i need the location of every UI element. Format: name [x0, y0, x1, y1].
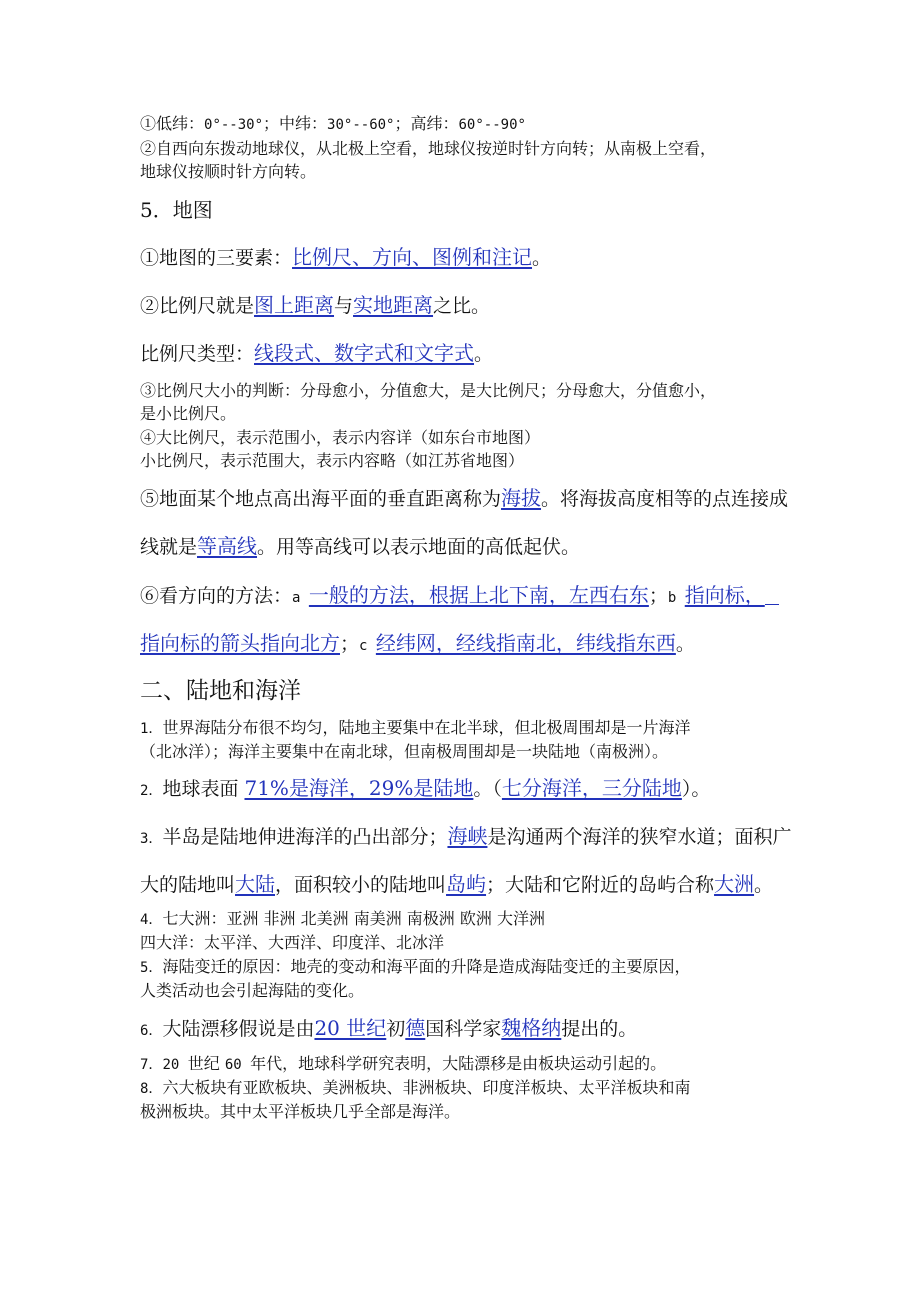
text: 60°--90°	[458, 117, 526, 133]
paragraph-line: （北冰洋）；海洋主要集中在南北球，但南极周围却是一块陆地（南极洲）。	[140, 742, 669, 761]
text: 。（	[473, 778, 502, 800]
paragraph-line: 人类活动也会引起海陆的变化。	[140, 981, 365, 1000]
text: 大的陆地叫	[140, 874, 236, 896]
highlight: 大洲	[714, 872, 755, 896]
text: ；大陆和它附近的岛屿合称	[486, 874, 715, 896]
text: 世界海陆分布很不均匀，陆地主要集中在北半球，但北极周围却是一片海洋	[162, 718, 691, 737]
text: ⑤地面某个地点高出海平面的垂直距离称为	[140, 488, 502, 510]
text: 国科学家	[425, 1018, 502, 1040]
text: 地球表面	[162, 778, 245, 800]
text: 提出的。	[561, 1018, 638, 1040]
text: ；中纬：	[263, 114, 328, 133]
text: ；	[340, 633, 360, 655]
altitude-line	[140, 485, 800, 512]
text: 比例尺类型：	[140, 343, 255, 365]
text: 7．	[140, 1057, 163, 1073]
text: ①低纬：	[140, 114, 205, 133]
text: c	[359, 638, 376, 654]
highlight: 德	[405, 1016, 426, 1040]
continent-line	[140, 871, 800, 898]
text: 与	[334, 295, 354, 317]
peninsula-line	[140, 823, 800, 852]
section-heading-land-sea: 二、陆地和海洋	[140, 678, 301, 704]
text: ，面积较小的陆地叫	[275, 874, 447, 896]
text: 0°--30°	[204, 117, 264, 133]
text: ；	[648, 585, 668, 607]
scale-definition-line	[140, 292, 800, 319]
earth-surface-line	[140, 775, 800, 804]
map-elements-line	[140, 244, 800, 271]
text: 20	[162, 1057, 188, 1073]
highlight: 岛屿	[446, 872, 487, 896]
text: 之比。	[433, 295, 491, 317]
text: 海陆变迁的原因：地壳的变动和海平面的升降是造成海陆变迁的主要原因，	[162, 957, 691, 976]
text: ⑥看方向的方法：	[140, 585, 293, 607]
text: 世纪	[187, 1054, 225, 1073]
text: 2．	[140, 783, 163, 799]
scale-types-line	[140, 340, 800, 367]
highlight: 一般的方法，根据上北下南，左西右东	[308, 583, 649, 607]
paragraph-line	[140, 1077, 800, 1100]
text: b	[667, 590, 685, 606]
text: 4．	[140, 912, 163, 928]
text: ②比例尺就是	[140, 295, 255, 317]
text: 大陆漂移假说是由	[162, 1018, 315, 1040]
highlight: 等高线	[197, 534, 258, 558]
text: 。将海拔高度相等的点连接成	[541, 488, 789, 510]
highlight: 指向标，	[684, 583, 765, 607]
highlight: 七分海洋，三分陆地	[501, 776, 682, 800]
paragraph-line: 地球仪按顺时针方向转。	[140, 162, 317, 181]
highlight: 线段式、数字式和文字式	[254, 341, 475, 365]
underline-continuation	[765, 586, 779, 605]
highlight: 魏格纳	[501, 1016, 562, 1040]
text: 30°--60°	[327, 117, 395, 133]
direction-method-line	[140, 630, 800, 659]
text: 。	[675, 633, 695, 655]
text: 。	[532, 247, 552, 269]
section-heading-maps: 5．地图	[140, 198, 213, 222]
text: 60	[224, 1057, 251, 1073]
text: 。	[474, 343, 494, 365]
direction-method-line	[140, 582, 800, 611]
contour-line	[140, 533, 800, 560]
text: 半岛是陆地伸进海洋的凸出部分；	[162, 826, 448, 848]
highlight: 海拔	[501, 486, 542, 510]
text: 初	[386, 1018, 406, 1040]
text: ；高纬：	[394, 114, 459, 133]
paragraph-line: 小比例尺，表示范围大，表示内容略（如江苏省地图）	[140, 451, 525, 470]
continental-drift-line	[140, 1015, 800, 1044]
text: 3．	[140, 831, 163, 847]
highlight: 20 世纪	[314, 1016, 387, 1040]
highlight: 图上距离	[254, 293, 335, 317]
paragraph-line	[140, 956, 800, 979]
latitude-zones-line	[140, 113, 800, 136]
text: 六大板块有亚欧板块、美洲板块、非洲板块、印度洋板块、太平洋板块和南	[162, 1078, 691, 1097]
text: 。	[754, 874, 774, 896]
paragraph-line: 四大洋：太平洋、大西洋、印度洋、北冰洋	[140, 933, 445, 952]
highlight: 海峡	[447, 824, 488, 848]
text: ）。	[681, 778, 711, 800]
text: 。用等高线可以表示地面的高低起伏。	[257, 536, 581, 558]
paragraph-line: ④大比例尺，表示范围小，表示内容详（如东台市地图）	[140, 428, 541, 447]
text: 是沟通两个海洋的狭窄水道；面积广	[487, 826, 792, 848]
paragraph-line	[140, 1053, 800, 1076]
highlight: 71%是海洋，29%是陆地	[244, 776, 474, 800]
highlight: 实地距离	[353, 293, 434, 317]
paragraph-line	[140, 717, 800, 740]
text: a	[292, 590, 309, 606]
paragraph-line: ②自西向东拨动地球仪，从北极上空看，地球仪按逆时针方向转；从南极上空看，	[140, 139, 717, 158]
paragraph-line: ③比例尺大小的判断：分母愈小，分值愈大，是大比例尺；分母愈大，分值愈小，	[140, 381, 717, 400]
text: 1．	[140, 721, 163, 737]
text: 线就是	[140, 536, 198, 558]
paragraph-line	[140, 908, 800, 931]
text: 8．	[140, 1081, 163, 1097]
highlight: 比例尺、方向、图例和注记	[292, 245, 533, 269]
highlight: 经纬网，经线指南北，纬线指东西	[375, 631, 676, 655]
text: 5．	[140, 960, 163, 976]
text: 6．	[140, 1023, 163, 1039]
highlight: 大陆	[235, 872, 276, 896]
text: 七大洲：亚洲 非洲 北美洲 南美洲 南极洲 欧洲 大洋洲	[162, 909, 545, 928]
text: 年代，地球科学研究表明，大陆漂移是由板块运动引起的。	[250, 1054, 667, 1073]
paragraph-line: 是小比例尺。	[140, 404, 237, 423]
highlight: 指向标的箭头指向北方	[140, 631, 340, 655]
paragraph-line: 极洲板块。其中太平洋板块几乎全部是海洋。	[140, 1102, 461, 1121]
text: ①地图的三要素：	[140, 247, 293, 269]
